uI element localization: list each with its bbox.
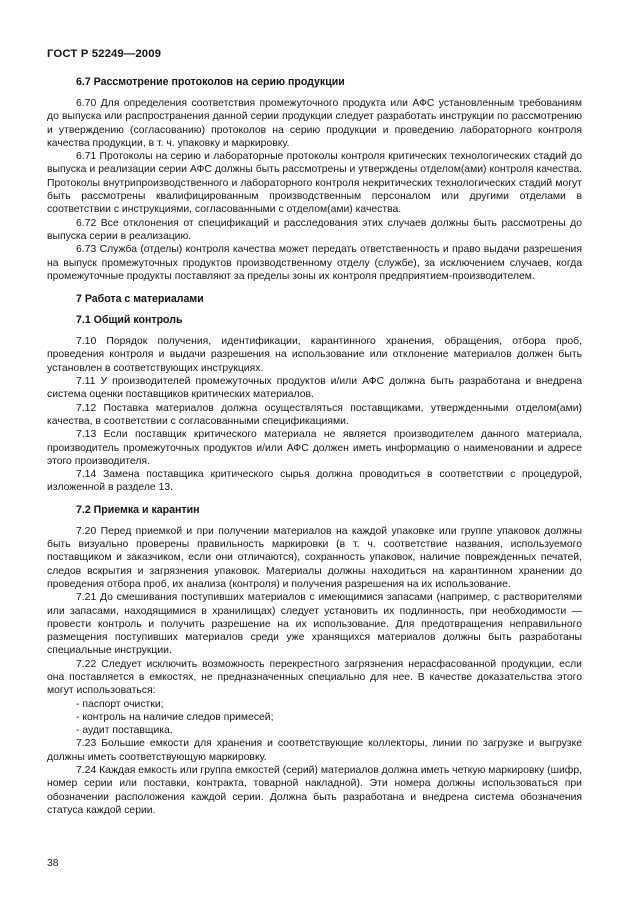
paragraph-7-22: 7.22 Следует исключить возможность перекрестного загрязнения нерасфасованной продукции, если она поставляется в емкостях, не предназначенных специально для нее. В качестве доказательства этого могут использоваться:	[47, 658, 582, 697]
paragraph-6-71: 6.71 Протоколы на серию и лабораторные протоколы контроля критических технологических стадий до выпуска и реализации серии АФС должны быть рассмотрены и утверждены отделом(ами) контроля качества. Протоколы внутрипроизводственного и лабораторного контроля некритических технологических стадий могут быть рассмотрены квалифицированным производственным персоналом или другими отделами в соответствии с инструкциями, согласованными с отделом(ами) качества.	[47, 151, 582, 216]
list-item-passport: - паспорт очистки;	[76, 698, 164, 710]
paragraph-6-72: 6.72 Все отклонения от спецификаций и расследования этих случаев должны быть рассмотрены до выпуска серии в реализацию.	[47, 217, 582, 242]
paragraph-7-12: 7.12 Поставка материалов должна осуществляться поставщиками, утвержденными отделом(ами) качества, в соответствии с согласованными спецификациями.	[47, 402, 582, 427]
paragraph-7-24: 7.24 Каждая емкость или группа емкостей (серий) материалов должна иметь четкую маркировку (шифр, номер серии или поставки, контракта, товарной накладной). Эти номера должны использоваться при обозначении расположения каждой серии. Должна быть разработана и внедрена система обозначения статуса каждой серии.	[47, 765, 582, 816]
paragraph-7-10: 7.10 Порядок получения, идентификации, карантинного хранения, обращения, отбора проб, проведения контроля и выдачи разрешения на использование или отклонение материалов должен быть установлен в соответствующих инструкциях.	[47, 336, 582, 374]
document-body	[47, 76, 582, 817]
paragraph-6-73: 6.73 Служба (отделы) контроля качества может передать ответственность и право выдачи разрешения на выпуск промежуточных продуктов производственному отделу (службе), за исключением случаев, когда промежуточные продукты поставляют за пределы зоны их контроля предприятием-производителем.	[47, 244, 582, 282]
paragraph-7-13: 7.13 Если поставщик критического материала не является производителем данного материала, производитель промежуточных продуктов и/или АФС должен иметь информацию о наименовании и адресе этого производителя.	[47, 429, 582, 467]
paragraph-7-20: 7.20 Перед приемкой и при получении материалов на каждой упаковке или группе упаковок должны быть визуально проверены правильность маркировки (в т. ч. соответствие названия, используемого поставщиком и заказчиком, если они отличаются), сохранность упаковок, наличие поврежденных печатей, следов вскрытия и загрязнения упаковок. Материалы должны находиться на карантинном хранении до проведения отбора проб, их анализа (контроля) и получения разрешения на их использование.	[47, 525, 582, 590]
paragraph-7-11: 7.11 У производителей промежуточных продуктов и/или АФС должна быть разработана и внедрена система оценки поставщиков критических материалов.	[47, 376, 582, 401]
list-item-supplier-audit: - аудит поставщика.	[76, 725, 173, 737]
section-heading-7-1: 7.1 Общий контроль	[76, 314, 183, 327]
list-item-impurity-control: - контроль на наличие следов примесей;	[76, 711, 274, 723]
section-heading-7-2: 7.2 Приемка и карантин	[76, 503, 200, 516]
paragraph-7-23: 7.23 Большие емкости для хранения и соответствующие коллекторы, линии по загрузке и выгрузке должны иметь соответствующую маркировку.	[47, 738, 582, 763]
paragraph-7-21: 7.21 До смешивания поступивших материалов с имеющимися запасами (например, с растворителями или запасами, находящимися в хранилищах) следует установить их подлинность, при необходимости — провести контроль и получить разрешение на их использование. Для предотвращения неправильного размещения поступивших материалов среди уже хранящихся материалов должны быть разработаны специальные инструкции.	[47, 592, 582, 657]
paragraph-7-14: 7.14 Замена поставщика критического сырья должна проводиться в соответствии с процедурой, изложенной в разделе 13.	[47, 469, 582, 494]
section-heading-6-7: 6.7 Рассмотрение протоколов на серию продукции	[76, 76, 345, 88]
section-heading-7: 7 Работа с материалами	[76, 293, 204, 306]
page-number: 38	[47, 858, 59, 869]
paragraph-6-70: 6.70 Для определения соответствия промежуточного продукта или АФС установленным требованиям до выпуска или распространения данной серии продукции следует разработать инструкции по рассмотрению и утверждению (согласованию) протоколов на серию продукции и проведению лабораторного контроля качества продукции, в т. ч. упаковку и маркировку.	[47, 98, 582, 149]
doc-code-header: ГОСТ Р 52249—2009	[47, 48, 162, 60]
